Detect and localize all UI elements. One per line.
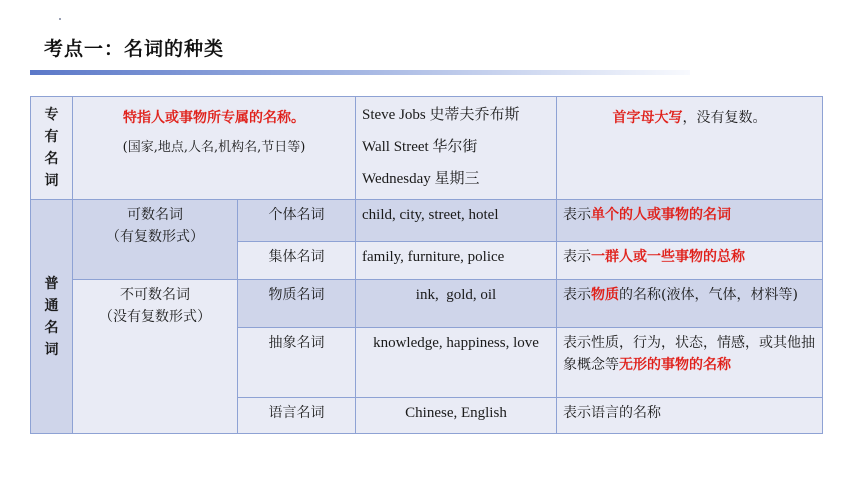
common-noun-category: 普 通 名 词	[31, 200, 73, 434]
noun-examples: ink, gold, oil	[356, 280, 557, 328]
noun-examples: Chinese, English	[356, 398, 557, 434]
proper-example: Steve Jobs 史蒂夫乔布斯	[362, 107, 520, 123]
proper-definition-note: (国家,地点,人名,机构名,节日等)	[122, 140, 306, 155]
noun-description: 表示一群人或一些事物的总称	[557, 242, 823, 280]
material-noun-row	[31, 280, 823, 328]
proper-rule-text: ，没有复数。	[682, 110, 767, 126]
countable-noun-cell	[73, 200, 238, 280]
noun-type: 语言名词	[238, 398, 356, 434]
noun-types-table	[30, 96, 823, 434]
noun-examples: family, furniture, police	[356, 242, 557, 280]
page-title: 考点一：名词的种类	[44, 38, 225, 60]
noun-examples: knowledge, happiness, love	[356, 328, 557, 398]
noun-examples: child, city, street, hotel	[356, 200, 557, 242]
proper-noun-examples	[356, 97, 557, 200]
individual-noun-row	[31, 200, 823, 242]
proper-example: Wednesday 星期三	[362, 171, 480, 187]
uncountable-label: 不可数名词	[120, 287, 190, 303]
uncountable-noun-cell	[73, 280, 238, 434]
countable-note: （有复数形式）	[106, 229, 204, 245]
proper-rule-highlight: 首字母大写	[612, 110, 683, 126]
countable-label: 可数名词	[127, 207, 183, 223]
noun-type: 抽象名词	[238, 328, 356, 398]
noun-type: 集体名词	[238, 242, 356, 280]
uncountable-note: （没有复数形式）	[99, 309, 211, 325]
proper-noun-rule	[557, 97, 823, 200]
noun-description: 表示性质，行为，状态，情感，或其他抽象概念等无形的事物的名称	[557, 328, 823, 398]
proper-noun-definition	[73, 97, 356, 200]
proper-example: Wall Street 华尔街	[362, 139, 478, 155]
proper-noun-category: 专 有 名 词	[31, 97, 73, 200]
noun-type: 物质名词	[238, 280, 356, 328]
proper-noun-row	[31, 97, 823, 200]
noun-description: 表示语言的名称	[557, 398, 823, 434]
title-underline	[30, 70, 690, 75]
decorative-dot	[59, 18, 61, 20]
noun-type: 个体名词	[238, 200, 356, 242]
proper-definition-text: 特指人或事物所专属的名称。	[123, 110, 305, 126]
noun-description: 表示单个的人或事物的名词	[557, 200, 823, 242]
noun-description: 表示物质的名称(液体，气体，材料等)	[557, 280, 823, 328]
